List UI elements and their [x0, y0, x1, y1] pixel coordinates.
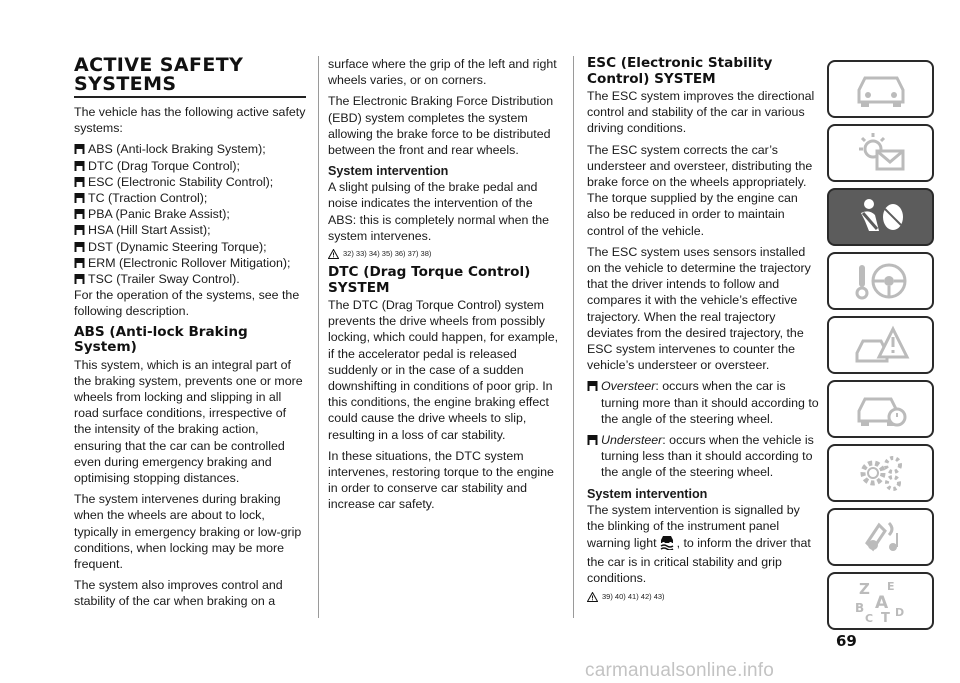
ebd-paragraph: The Electronic Braking Force Distribution (EBD) system completes the system allowing the brake force to be distributed between the front and rear wheels. [328, 94, 554, 158]
chapter-tab-emergency[interactable] [827, 316, 934, 374]
svg-text:T: T [880, 611, 890, 624]
warning-references: 39) 40) 41) 42) 43) [587, 592, 819, 602]
car-dashboard-icon [851, 68, 911, 110]
svg-text:Z: Z [858, 580, 870, 598]
understeer-term: Understeer [601, 433, 663, 448]
dtc-heading: DTC (Drag Torque Control) SYSTEM [328, 264, 531, 296]
page-number: 69 [836, 632, 857, 650]
chapter-tab-warning-lights[interactable] [827, 124, 934, 182]
column-1 [74, 56, 306, 615]
multimedia-icon [851, 515, 911, 559]
safety-seatbelt-airbag-icon [849, 195, 913, 239]
emergency-breakdown-icon [851, 323, 911, 367]
abs-intervention-text: A slight pulsing of the brake pedal and noise indicates the intervention of the ABS: this is completely normal when the system intervenes. [328, 180, 550, 243]
alphabetical-index-icon [851, 578, 911, 624]
abs-paragraph-1: This system, which is an integral part of the braking system, prevents one or more wheels from locking and slipping in all road surface conditions, irrespective of the intensity of the braking action, ensuring that the car can be controlled even during emergency braking and optimising stopping distances. [74, 357, 303, 486]
chapter-tab-service[interactable] [827, 380, 934, 438]
systems-list [74, 141, 306, 287]
chapter-tab-index[interactable] [827, 572, 934, 630]
list-item: ESC (Electronic Stability Control); [74, 174, 306, 190]
esc-paragraph-1: The ESC system improves the directional control and stability of the car in various driving conditions. [587, 89, 815, 136]
list-item: HSA (Hill Start Assist); [74, 222, 306, 238]
oversteer-definition: : occurs when the car is turning more than it should according to the angle of the steering wheel. [601, 379, 819, 426]
title-underline [74, 96, 306, 98]
bullet-icon [74, 273, 85, 284]
oversteer-term: Oversteer [601, 379, 656, 394]
svg-text:E: E [886, 580, 895, 593]
column-divider [318, 56, 319, 618]
bullet-icon [587, 380, 598, 391]
esc-warning-light-icon [658, 534, 676, 554]
list-item: PBA (Panic Brake Assist); [74, 206, 306, 222]
list-item: DTC (Drag Torque Control); [74, 158, 306, 174]
understeer-definition: : occurs when the vehicle is turning less than it should according to the angle of the steering wheel. [601, 433, 814, 480]
bullet-icon [74, 257, 85, 268]
bullet-icon [74, 224, 85, 235]
bullet-icon [74, 208, 85, 219]
technical-gears-icon [851, 451, 911, 495]
bullet-icon [74, 241, 85, 252]
esc-intervention-text: The system intervention is signalled by the blinking of the instrument panel warning light , to inform the driver that the car is in critical stability and grip conditions. [587, 502, 811, 586]
chapter-tab-technical-data[interactable] [827, 444, 934, 502]
esc-heading: ESC (Electronic Stability Control) SYSTEM [587, 55, 773, 87]
svg-text:C: C [864, 612, 873, 624]
understeer-item [587, 432, 819, 481]
list-item: DST (Dynamic Steering Torque); [74, 239, 306, 255]
dtc-paragraph-2: In these situations, the DTC system intervenes, restoring torque to the engine in order to conserve car stability and increase car safety. [328, 448, 554, 512]
bullet-icon [74, 176, 85, 187]
warning-triangle-icon [587, 592, 598, 602]
esc-intervention-heading: System intervention [587, 486, 708, 501]
page-title-line2: SYSTEMS [74, 73, 177, 95]
abs-intervention-heading: System intervention [328, 164, 449, 179]
abs-paragraph-2: The system intervenes during braking when the wheels are about to lock, typically in emergency braking or low-grip conditions, when locking may be more frequent. [74, 492, 302, 572]
bullet-icon [74, 143, 85, 154]
chapter-tab-safety[interactable] [827, 188, 934, 246]
car-service-icon [851, 387, 911, 431]
bullet-icon [74, 160, 85, 171]
column-divider [573, 56, 574, 618]
list-item: TSC (Trailer Sway Control). [74, 271, 306, 287]
intro-text: The vehicle has the following active safety systems: [74, 105, 306, 136]
abs-heading: ABS (Anti-lock Braking System) [74, 323, 248, 356]
bullet-icon [74, 192, 85, 203]
chapter-tab-dashboard[interactable] [827, 60, 934, 118]
esc-paragraph-3: The ESC system uses sensors installed on the vehicle to determine the trajectory that the driver intends to follow and compares it with the vehicle’s effective trajectory. When the real trajectory deviates from the desired trajectory, the ESC system intervenes to counter the vehicle’s understeer or oversteer. [587, 244, 811, 373]
column-2 [328, 56, 560, 518]
chapter-tab-starting-driving[interactable] [827, 252, 934, 310]
list-item: ABS (Anti-lock Braking System); [74, 141, 306, 157]
oversteer-item [587, 378, 819, 427]
key-steering-wheel-icon [851, 259, 911, 303]
watermark: carmanualsonline.info [585, 660, 775, 681]
operation-text: For the operation of the systems, see the following description. [74, 288, 300, 319]
esc-paragraph-2: The ESC system corrects the car’s understeer and oversteer, distributing the brake force on the wheels appropriately. The torque supplied by the engine can also be reduced in order to maintain control of the vehicle. [587, 142, 813, 238]
list-item: ERM (Electronic Rollover Mitigation); [74, 255, 306, 271]
abs-paragraph-3: The system also improves control and stability of the car when braking on a [74, 578, 283, 609]
bullet-icon [587, 434, 598, 445]
svg-text:B: B [854, 601, 864, 615]
chapter-tab-multimedia[interactable] [827, 508, 934, 566]
abs-continuation: surface where the grip of the left and right wheels varies, or on corners. [328, 57, 557, 88]
warning-lights-icon [851, 131, 911, 175]
svg-text:A: A [874, 593, 888, 613]
warning-triangle-icon [328, 249, 339, 259]
warning-references: 32) 33) 34) 35) 36) 37) 38) [328, 249, 560, 259]
list-item: TC (Traction Control); [74, 190, 306, 206]
column-3 [587, 56, 819, 608]
svg-text:D: D [894, 606, 904, 619]
dtc-paragraph-1: The DTC (Drag Torque Control) system prevents the drive wheels from possibly locking, which could happen, for example, if the accelerator pedal is released suddenly or in the case of a sudden downshifting in conditions of poor grip. In this conditions, the engine braking effect could cause the drive wheels to slip, resulting in a loss of car stability. [328, 298, 559, 442]
page-title-line1: ACTIVE SAFETY [74, 54, 244, 76]
